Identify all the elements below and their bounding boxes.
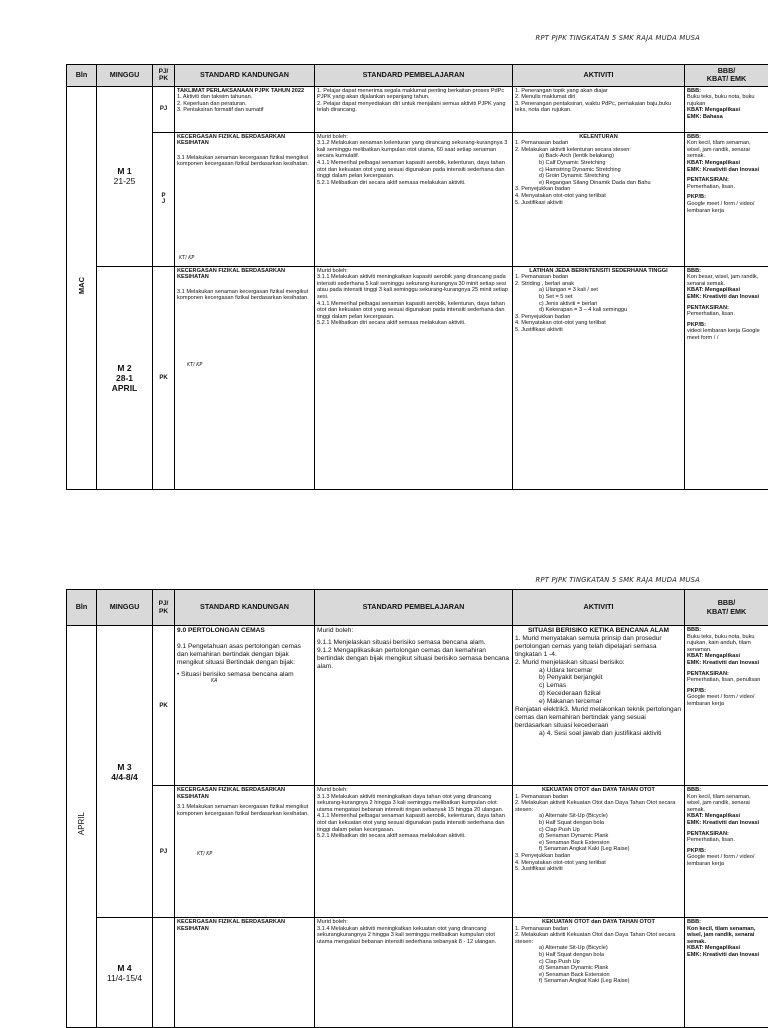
table-row [67, 918, 768, 1028]
sp-intro: Murid boleh: [317, 627, 510, 635]
sk-note: KA [177, 679, 312, 685]
sp-item: 4.1.1 Memerihal pelbagai senaman kapasiti aerobik, kelenturan, daya tahan otot dan kekuatan otot yang sesuai digunakan pada intensiti sederhana dan tinggi dalam pelan kecergasan. [317, 301, 510, 321]
sk-note: KT/ KP [179, 256, 194, 262]
bbb-line: Buku teks, buku nota, buku rujukan, kain anduh, tilam senaman. [687, 634, 766, 654]
pjpk-cell [153, 918, 175, 1028]
sk-cell [175, 86, 315, 132]
bbb-line: EMK: Kreativiti dan Inovasi [687, 294, 766, 301]
bbb-line: Kon besar, wisel, jam randik, senarai semak. [687, 274, 766, 287]
bbb-cell [685, 786, 768, 918]
bbb-line: PKP/B: [687, 194, 766, 201]
pjpk-cell: PK [153, 626, 175, 786]
bbb-line: BBB: [687, 88, 766, 95]
aktiviti-subitem: a) Udara tercemar [515, 667, 682, 675]
sp-intro: Murid boleh: [317, 134, 510, 141]
bbb-line: EMK: Kreativiti dan Inovasi [687, 820, 766, 827]
bbb-line: Pemerhatian, lisan. [687, 184, 766, 191]
aktiviti-title: KEKUATAN OTOT dan DAYA TAHAN OTOT [515, 787, 682, 794]
bbb-line: Kon kecil, tilam senaman, wisel, jam randik, senarai semak. [687, 140, 766, 160]
week-label: M 4 [99, 963, 150, 973]
aktiviti-item: 1. Penerangan topik yang akan diajar [515, 88, 682, 95]
sp-item: 3.1.3 Melakukan aktiviti meningkatkan daya tahan otot yang dirancang sekurang-kurangnya 2 hingga 3 kali seminggu melibatkan kumpulan otot utama mengatasi bebanan intensiti ringan sebanyak 15 hingga 20 ulangan. [317, 794, 510, 814]
aktiviti-item: 2. Murid menjelaskan situasi berisiko: [515, 659, 682, 667]
aktiviti-subitem: d) Senaman Dynamic Plank [515, 833, 682, 840]
aktiviti-item: Renjatan elektrik3. Murid melakonkan teknik pertolongan cemas dan kemahiran bertindak yang sesuai berdasarkan situasi kecederaan [515, 706, 682, 730]
bbb-line: BBB: [687, 919, 766, 926]
aktiviti-subitem: c) Hamstring Dynamic Stretching [515, 167, 682, 174]
sk-title: TAKLIMAT PERLAKSANAAN PJPK TAHUN 2022 [177, 88, 312, 95]
aktiviti-subitem: d) Groin Dynamic Stretching [515, 173, 682, 180]
sk-cell [175, 786, 315, 918]
month-cell [67, 626, 97, 1028]
sp-cell [315, 626, 513, 786]
sk-note: KT/ KP [187, 363, 202, 369]
aktiviti-item: 4. Menyatakan otot-otot yang terlibat [515, 193, 682, 200]
table-row [67, 132, 768, 266]
aktiviti-subitem: f) Senaman Angkat Kaki (Leg Raise) [515, 846, 682, 853]
aktiviti-subitem: c) Clap Push Up [515, 959, 682, 966]
week-cell [97, 266, 153, 489]
aktiviti-item: 5. Justifikasi aktiviti [515, 327, 682, 334]
aktiviti-subitem: d) Kekerapan = 3 – 4 kali seminggu [515, 307, 682, 314]
table-row [67, 626, 768, 786]
bbb-line: EMK: Kreativiti dan Inovasi [687, 660, 766, 667]
sk-cell [175, 132, 315, 266]
month-label: MAC [77, 277, 86, 294]
sk-cell [175, 266, 315, 489]
bbb-line: PKP/B: [687, 322, 766, 329]
bbb-line: Buku teks, buku nota, buku rujukan [687, 94, 766, 107]
bbb-line: KBAT: Mengaplikasi [687, 107, 766, 114]
aktiviti-cell [513, 918, 685, 1028]
sp-item: 3.1.2 Melakukan senaman kelenturan yang dirancang sekurang-kurangnya 3 kali seminggu melibatkan kumpulan otot utama, 60 saat setiap senaman secara kumulatif. [317, 140, 510, 160]
aktiviti-item: 2. Melakukan aktiviti kelenturan secara stesen: [515, 147, 682, 154]
aktiviti-subitem: e) Makanan tercemar [515, 698, 682, 706]
bbb-line: BBB: [687, 268, 766, 275]
bbb-line: BBB: [687, 134, 766, 141]
aktiviti-subitem: e) Regangan Silang Dinamik Dada dan Bahu [515, 180, 682, 187]
week-dates: 21-25 [99, 176, 150, 186]
aktiviti-subitem: a) Alternate Sit-Up (Bicycle) [515, 945, 682, 952]
bbb-line: KBAT: Mengaplikasi [687, 287, 766, 294]
aktiviti-subitem: c) Lemas [515, 682, 682, 690]
sk-text: 3.1 Melakukan senaman kecergasan fizikal mengikut komponen kecergasan fizikal berdasarkan kesihatan. [177, 155, 312, 168]
col-header-minggu: MINGGU [97, 590, 153, 626]
bbb-line: Pemerhatian, lisan. [687, 311, 766, 318]
sk-item: 1. Aktiviti dan takwim tahunan. [177, 94, 312, 101]
aktiviti-subitem: a) 4. Sesi soal jawab dan justifikasi aktiviti [515, 730, 682, 738]
pjpk-cell: PJ [153, 86, 175, 132]
bbb-cell [685, 132, 768, 266]
sk-text: 9.1 Pengetahuan asas pertolongan cemas dan kemahiran bertindak dengan bijak mengikut situasi Bertindak dengan bijak: [177, 643, 312, 667]
aktiviti-subitem: b) Calf Dynamic Stretching [515, 160, 682, 167]
table-row [67, 786, 768, 918]
sp-cell [315, 266, 513, 489]
aktiviti-item: 1. Pemanasan badan [515, 926, 682, 933]
aktiviti-item: 5. Justifikasi aktiviti [515, 200, 682, 207]
page-header: RPT PJPK TINGKATAN 5 SMK RAJA MUDA MUSA [536, 34, 700, 42]
sp-intro: Murid boleh: [317, 919, 510, 926]
rpt-table-1 [66, 64, 768, 490]
bbb-line: Kon kecil, tilam senaman, wisel, jam randik, senarai semak. [687, 794, 766, 814]
sp-item: 3.1.4 Melakukan aktiviti meningkatkan kekuatan otot yang dirancang sekurangkurangnya 2 hingga 3 kali seminggu melibatkan kumpulan otot utama mengatasi bebanan intensiti sederhana sebanyak 8 - 12 ulangan. [317, 926, 510, 946]
rpt-table-2 [66, 589, 768, 1028]
sp-cell [315, 132, 513, 266]
bbb-line: Google meet / form / video/ lembaran kerja [687, 694, 766, 707]
bbb-line: Pemerhatian, lisan. [687, 837, 766, 844]
aktiviti-subitem: d) Senaman Dynamic Plank [515, 965, 682, 972]
sp-cell [315, 86, 513, 132]
bbb-line: KBAT: Mengaplikasi [687, 160, 766, 167]
sp-item: 4.1.1 Memerihal pelbagai senaman kapasiti aerobik, kelenturan, daya tahan otot dan kekuatan otot yang sesuai digunakan pada intensiti sederhana dan tinggi dalam pelan kecergasan. [317, 813, 510, 833]
col-header-standard-pembelajaran: STANDARD PEMBELAJARAN [315, 65, 513, 87]
week-cell [97, 626, 153, 918]
aktiviti-subitem: b) Penyakit berjangkit [515, 674, 682, 682]
bbb-line: PKP/B: [687, 848, 766, 855]
week-label: M 2 [99, 363, 150, 373]
bbb-line: EMK: Kreativiti dan Inovasi [687, 167, 766, 174]
week-label: M 3 [99, 762, 150, 772]
sk-text: 3.1 Melakukan senaman kecergasan fizikal mengikut komponen kecergasan fizikal berdasarkan kesihatan. [177, 804, 312, 817]
table-row [67, 86, 768, 132]
week-month: APRIL [99, 383, 150, 393]
aktiviti-cell [513, 626, 685, 786]
sk-title: KECERGASAN FIZIKAL BERDASARKAN KESIHATAN [177, 787, 312, 800]
bbb-line: videoi lembaran kerja Google meet form / / [687, 328, 766, 341]
sk-title: KECERGASAN FIZIKAL BERDASARKAN KESIHATAN [177, 919, 312, 932]
aktiviti-item: 2. Striding , berlari anak [515, 281, 682, 288]
col-header-bln: Bln [67, 590, 97, 626]
col-header-standard-kandungan: STANDARD KANDUNGAN [175, 590, 315, 626]
aktiviti-subitem: b) Half Squat dengan bola [515, 820, 682, 827]
aktiviti-subitem: c) Jenis aktiviti = berlari [515, 301, 682, 308]
sp-item: 1. Pelajar dapat menerima segala maklumat penting berkaitan proses PdPc PJPK yang akan dijalankan sepanjang tahun. [317, 88, 510, 101]
sp-item: 4.1.1 Memerihal pelbagai senaman kapasiti aerobik, kelenturan, daya tahan otot dan kekuatan otot yang sesuai digunakan pada intensiti sederhana dan tinggi dalam pelan kecergasan. [317, 160, 510, 180]
bbb-cell [685, 626, 768, 786]
aktiviti-item: 3. Penyejukkan badan [515, 186, 682, 193]
week-dates: 4/4-8/4 [99, 772, 150, 782]
bbb-line: EMK: Kreativiti dan Inovasi [687, 952, 766, 959]
pjpk-cell: PJ [153, 786, 175, 918]
aktiviti-item: 2. Menulis maklumat diri [515, 94, 682, 101]
sk-text: 3.1 Melakukan senaman kecergasan fizikal mengikut komponen kecergasan fizikal berdasarkan kesihatan. [177, 289, 312, 302]
table-row [67, 266, 768, 489]
aktiviti-item: 3. Penyejukkan badan [515, 314, 682, 321]
bbb-line: BBB: [687, 787, 766, 794]
aktiviti-subitem: b) Set = 5 set [515, 294, 682, 301]
sp-intro: Murid boleh: [317, 787, 510, 794]
aktiviti-item: 1. Pemanasan badan [515, 794, 682, 801]
aktiviti-item: 2. Melakukan aktiviti Kekuatan Otot dan Daya Tahan Otot secara stesen: [515, 800, 682, 813]
aktiviti-item: 3. Penyejukkan badan [515, 853, 682, 860]
aktiviti-item: 1. Pemanasan badan [515, 140, 682, 147]
pjpk-cell: P J [153, 132, 175, 266]
sk-title: KECERGASAN FIZIKAL BERDASARKAN KESIHATAN [177, 134, 312, 147]
week-dates: 11/4-15/4 [99, 973, 150, 983]
aktiviti-title: KELENTURAN [515, 134, 682, 141]
aktiviti-item: 3. Penerangan pentaksiran, waktu PdPc, pemakaian baju,buku teks, nota dan rujukan. [515, 101, 682, 114]
sk-title: KECERGASAN FIZIKAL BERDASARKAN KESIHATAN [177, 268, 312, 281]
aktiviti-subitem: e) Senaman Back Extension [515, 840, 682, 847]
aktiviti-item: 1. Murid menyatakan semula prinsip dan prosedur pertolongan cemas yang telah dipelajari semasa tingkatan 1 -4. [515, 635, 682, 659]
sp-intro: Murid boleh: [317, 268, 510, 275]
bbb-line: PKP/B: [687, 688, 766, 695]
aktiviti-title: SITUASI BERISIKO KETIKA BENCANA ALAM [515, 627, 682, 635]
sp-item: 9.1.2 Mengaplikasikan pertolongan cemas dan kemahiran bertindak dengan bijak mengikut situasi berisiko semasa bencana alam. [317, 647, 510, 671]
month-label: APRIL [77, 812, 86, 835]
bbb-cell [685, 918, 768, 1028]
sk-cell [175, 918, 315, 1028]
week-dates: 28-1 [99, 373, 150, 383]
sk-cell [175, 626, 315, 786]
col-header-aktiviti: AKTIVITI [513, 65, 685, 87]
bbb-line: KBAT: Mengaplikasi [687, 813, 766, 820]
col-header-minggu: MINGGU [97, 65, 153, 87]
aktiviti-item: 1. Pemanasan badan [515, 274, 682, 281]
bbb-line: Google meet / form / video/ lembaran kerja [687, 854, 766, 867]
month-cell [67, 86, 97, 489]
sk-bullet: • Situasi berisiko semasa bencana alam [177, 671, 312, 679]
aktiviti-subitem: d) Kecederaan fizikal [515, 690, 682, 698]
bbb-cell [685, 86, 768, 132]
page-header: RPT PJPK TINGKATAN 5 SMK RAJA MUDA MUSA [536, 576, 700, 584]
aktiviti-cell [513, 786, 685, 918]
aktiviti-subitem: b) Half Squat dengan bola [515, 952, 682, 959]
sk-note: KT/ KP [197, 852, 212, 858]
sp-item: 3.1.1 Melakukan aktiviti meningkatkan kapasiti aerobik yang dirancang pada intensiti sederhana 5 kali seminggu sekurang-kurangnya 30 minit setiap sesi atau pada intensiti tinggi 3 kali seminggu sekurang-kurangnya 25 minit setiap sesi. [317, 274, 510, 300]
sk-item: 2. Keperluan dan peraturan. [177, 101, 312, 108]
aktiviti-cell [513, 86, 685, 132]
aktiviti-item: 4. Menyatakan otot-otot yang terlibat [515, 860, 682, 867]
bbb-line: Kon kecil, tilam senaman, wisel, jam randik, senarai semak. [687, 926, 766, 946]
bbb-line: Pemerhatian, lisan, penulisan [687, 677, 766, 684]
aktiviti-title: LATIHAN JEDA BERINTENSITI SEDERHANA TINGGI [515, 268, 682, 275]
table-header-row [67, 65, 768, 87]
sk-title: 9.0 PERTOLONGAN CEMAS [177, 627, 312, 635]
table-header-row [67, 590, 768, 626]
aktiviti-subitem: c) Clap Push Up [515, 827, 682, 834]
bbb-line: Google meet / form / video/ lembaran kerja [687, 201, 766, 214]
col-header-pjpk: PJ/ PK [153, 590, 175, 626]
aktiviti-subitem: a) Ulangan = 3 kali / set [515, 287, 682, 294]
aktiviti-item: 5. Justifikasi aktiviti [515, 866, 682, 873]
bbb-line: PENTAKSIRAN: [687, 671, 766, 678]
aktiviti-title: KEKUATAN OTOT dan DAYA TAHAN OTOT [515, 919, 682, 926]
sp-item: 5.2.1 Melibatkan diri secara aktif semasa melakukan aktiviti. [317, 320, 510, 327]
sp-item: 5.2.1 Melibatkan diri secara aktif semasa melakukan aktiviti. [317, 180, 510, 187]
sk-item: 3. Pentaksiran formatif dan sumatif [177, 107, 312, 114]
pjpk-cell: PK [153, 266, 175, 489]
week-cell [97, 918, 153, 1028]
col-header-bln: Bln [67, 65, 97, 87]
sp-cell [315, 786, 513, 918]
aktiviti-item: 2. Melakukan aktiviti Kekuatan Otot dan Daya Tahan Otot secara stesen: [515, 932, 682, 945]
bbb-cell [685, 266, 768, 489]
col-header-bbb: BBB/ KBAT/ EMK [685, 65, 768, 87]
bbb-line: EMK: Bahasa [687, 114, 766, 121]
sp-item: 5.2.1 Melibatkan diri secara aktif semasa melakukan aktiviti. [317, 833, 510, 840]
aktiviti-subitem: a) Back-Arch (lentik belakang) [515, 153, 682, 160]
bbb-line: BBB: [687, 627, 766, 634]
bbb-line: PENTAKSIRAN: [687, 177, 766, 184]
aktiviti-subitem: e) Senaman Back Extension [515, 972, 682, 979]
aktiviti-subitem: f) Senaman Angkat Kaki (Leg Raise) [515, 978, 682, 985]
sp-cell [315, 918, 513, 1028]
bbb-line: KBAT: Mengaplikasi [687, 945, 766, 952]
col-header-aktiviti: AKTIVITI [513, 590, 685, 626]
bbb-line: KBAT: Mengaplikasi [687, 653, 766, 660]
aktiviti-cell [513, 132, 685, 266]
aktiviti-cell [513, 266, 685, 489]
bbb-line: PENTAKSIRAN: [687, 831, 766, 838]
col-header-standard-pembelajaran: STANDARD PEMBELAJARAN [315, 590, 513, 626]
col-header-pjpk: PJ/ PK [153, 65, 175, 87]
sp-item: 9.1.1 Menjelaskan situasi berisiko semasa bencana alam. [317, 639, 510, 647]
week-label: M 1 [99, 166, 150, 176]
col-header-standard-kandungan: STANDARD KANDUNGAN [175, 65, 315, 87]
bbb-line: PENTAKSIRAN: [687, 305, 766, 312]
sp-item: 2. Pelajar dapat menyediakan diri untuk menjalani semua aktiviti PJPK yang telah dirancang. [317, 101, 510, 114]
aktiviti-item: 4. Menyatakan otot-otot yang terlibat [515, 320, 682, 327]
week-cell [97, 86, 153, 266]
col-header-bbb: BBB/ KBAT/ EMK [685, 590, 768, 626]
aktiviti-subitem: a) Alternate Sit-Up (Bicycle) [515, 813, 682, 820]
